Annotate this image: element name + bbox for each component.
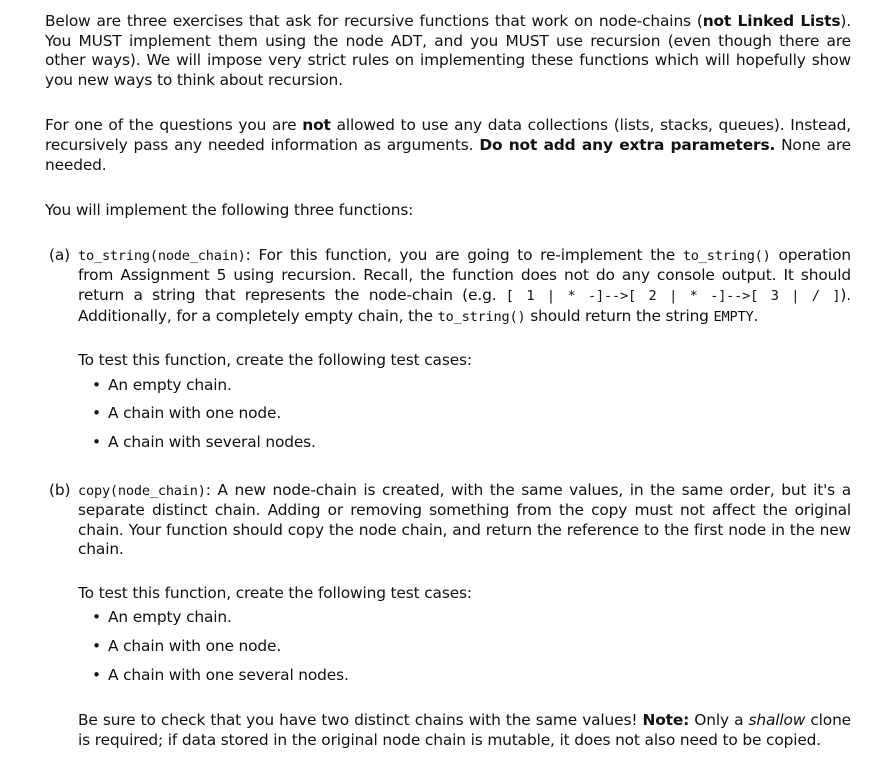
exercise-a-text-2: operation from Assignment 5 using recursion. Recall, the function does not do any console output. It should return a string that represents the node-chain (e.g. (78, 245, 851, 304)
intro-p1-text-b: ). You MUST implement them using the node ADT, and you MUST use recursion (even though there are other ways). We will impose very strict rules on implementing these functions which will hopefully show you new ways to think about recursion. (45, 12, 851, 89)
note-italic: shallow (748, 711, 806, 730)
test-case-text: A chain with one several nodes. (108, 665, 349, 684)
intro-p2-bold-1: not (302, 116, 331, 135)
test-case-text: A chain with one node. (108, 404, 282, 423)
bullet-icon: • (92, 375, 101, 394)
intro-p2-text-b: allowed to use any data collections (lists, stacks, queues). Instead, recursively pass any needed information as arguments. (45, 116, 851, 154)
exercise-a-text-1: : For this function, you are going to re-implement the (245, 245, 683, 264)
exercise-a-code-2: [ 1 | * -]-->[ 2 | * -]-->[ 3 | / ] (505, 287, 841, 304)
test-case-text: An empty chain. (108, 375, 232, 394)
test-case-text: A chain with several nodes. (108, 432, 316, 451)
intro-paragraph-1 (45, 12, 851, 90)
bullet-icon: • (92, 404, 101, 423)
exercise-b-test-list (78, 608, 851, 685)
intro-p2-text-a: For one of the questions you are (45, 116, 303, 135)
intro-p1-text-a: Below are three exercises that ask for recursive functions that work on node-chains ( (45, 12, 703, 30)
exercise-a-test-intro: To test this function, create the following test cases: (78, 351, 472, 370)
exercise-b-note (78, 711, 851, 750)
bullet-icon: • (92, 432, 101, 451)
exercise-a-text-4: should return the string (525, 306, 714, 325)
intro-p2-bold-2: Do not add any extra parameters. (479, 135, 776, 154)
exercise-a-code-3: to_string() (437, 308, 526, 325)
list-item (92, 637, 851, 657)
exercise-b (45, 481, 851, 751)
exercise-b-text-1: : A new node-chain is created, with the same values, in the same order, but it's a separate distinct chain. Adding or removing something from the copy must not affect the original chain. Your function should copy the node chain, and return the reference to the first node in the new chain. (78, 480, 851, 559)
exercise-a-signature: to_string(node_chain) (78, 247, 246, 264)
intro-p1-bold: not Linked Lists (702, 12, 841, 30)
note-text-a: Be sure to check that you have two distinct chains with the same values! (78, 711, 643, 730)
list-item (92, 433, 851, 453)
list-item (92, 608, 851, 628)
exercise-a-text-3: ). Additionally, for a completely empty chain, the (78, 285, 851, 325)
bullet-icon: • (92, 637, 101, 656)
bullet-icon: • (92, 608, 101, 627)
note-text-c: clone is required; if data stored in the original node chain is mutable, it does not also need to be copied. (78, 711, 851, 749)
exercise-b-signature: copy(node_chain) (78, 482, 206, 499)
list-item (92, 376, 851, 396)
test-case-text: A chain with one node. (108, 637, 282, 656)
intro-paragraph-2 (45, 116, 851, 175)
intro-paragraph-3: You will implement the following three functions: (45, 201, 414, 220)
note-bold: Note: (642, 711, 690, 730)
intro-p2-text-c: None are needed. (45, 135, 851, 174)
bullet-icon: • (92, 665, 101, 684)
exercise-b-description (78, 481, 851, 560)
list-item (92, 666, 851, 686)
assignment-document (45, 12, 851, 750)
exercise-a-label: (a) (49, 245, 70, 264)
exercise-a-code-4: EMPTY (713, 308, 754, 325)
test-case-text: An empty chain. (108, 608, 232, 627)
exercise-a-code-1: to_string() (682, 247, 771, 264)
list-item (92, 404, 851, 424)
exercise-b-test-intro: To test this function, create the following test cases: (78, 583, 472, 602)
exercise-a-description (78, 246, 851, 327)
exercise-b-label: (b) (49, 480, 71, 499)
exercise-a (45, 246, 851, 453)
exercise-a-text-5: . (753, 306, 759, 325)
note-text-b: Only a (689, 711, 749, 730)
exercise-a-test-list (78, 376, 851, 453)
